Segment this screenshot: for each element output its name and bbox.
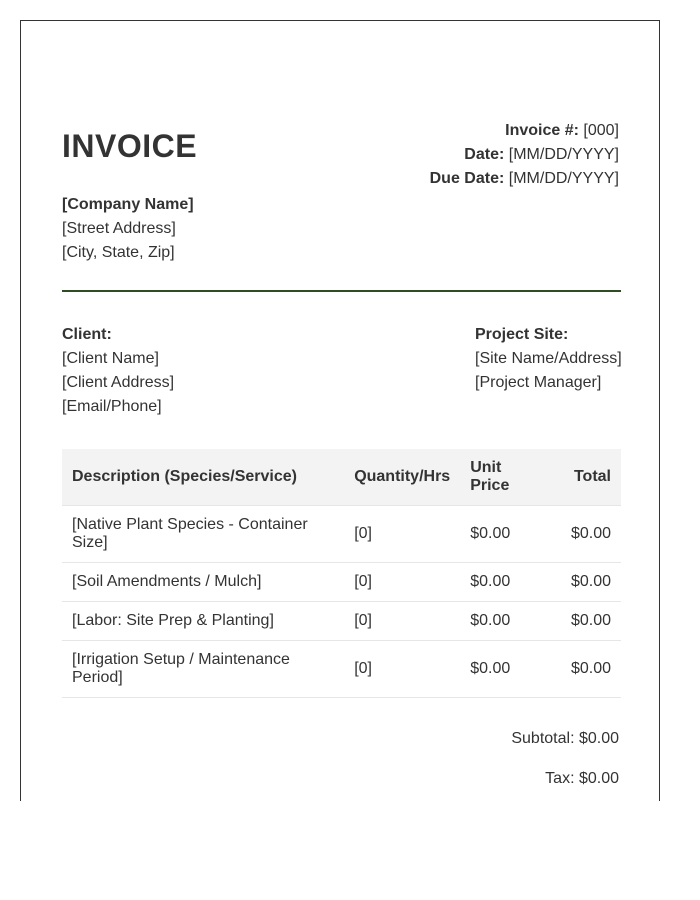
header-total: Total — [552, 449, 621, 506]
project-site-title: Project Site: — [475, 326, 569, 343]
table-row — [62, 563, 621, 602]
invoice-number-row — [430, 119, 619, 143]
row-unit-price: $0.00 — [460, 602, 551, 641]
row-unit-price: $0.00 — [460, 563, 551, 602]
invoice-date-row — [430, 143, 619, 167]
project-site-name: [Site Name/Address] — [475, 350, 622, 367]
company-street: [Street Address] — [62, 220, 176, 237]
company-city: [City, State, Zip] — [62, 244, 175, 261]
invoice-page — [20, 20, 660, 801]
section-divider — [62, 290, 621, 292]
invoice-date-label: Date: — [464, 146, 505, 163]
invoice-number-label: Invoice #: — [505, 122, 579, 139]
project-manager: [Project Manager] — [475, 374, 602, 391]
header-description: Description (Species/Service) — [62, 449, 344, 506]
header-unit-price — [460, 449, 551, 506]
row-description: [Irrigation Setup / Maintenance Period] — [62, 641, 344, 698]
invoice-title: INVOICE — [62, 128, 198, 164]
row-total: $0.00 — [552, 563, 621, 602]
table-header-row — [62, 449, 621, 506]
client-info — [62, 323, 174, 419]
client-contact: [Email/Phone] — [62, 398, 162, 415]
row-description: [Native Plant Species - Container Size] — [62, 506, 344, 563]
row-description: [Labor: Site Prep & Planting] — [62, 602, 344, 641]
row-unit-price: $0.00 — [460, 506, 551, 563]
table-row — [62, 602, 621, 641]
subtotal: Subtotal: $0.00 — [511, 730, 619, 747]
client-title: Client: — [62, 326, 112, 343]
client-address: [Client Address] — [62, 374, 175, 391]
company-name: [Company Name] — [62, 196, 194, 213]
table-row — [62, 506, 621, 563]
row-unit-price: $0.00 — [460, 641, 551, 698]
row-total: $0.00 — [552, 506, 621, 563]
header-quantity: Quantity/Hrs — [344, 449, 460, 506]
client-name: [Client Name] — [62, 350, 159, 367]
company-info — [62, 193, 194, 265]
row-total: $0.00 — [552, 602, 621, 641]
line-items-table — [62, 449, 621, 698]
row-quantity: [0] — [344, 641, 460, 698]
invoice-number-value: [000] — [583, 122, 619, 139]
project-site-info — [475, 323, 622, 395]
invoice-due-date-row — [430, 167, 619, 191]
table-row — [62, 641, 621, 698]
header-unit-price-text: Unit Price — [470, 459, 510, 494]
invoice-meta — [430, 119, 619, 191]
row-quantity: [0] — [344, 563, 460, 602]
row-quantity: [0] — [344, 506, 460, 563]
tax: Tax: $0.00 — [545, 770, 619, 787]
invoice-due-date-label: Due Date: — [429, 170, 505, 187]
row-total: $0.00 — [552, 641, 621, 698]
invoice-due-date-value: [MM/DD/YYYY] — [508, 170, 619, 187]
totals-section — [511, 728, 619, 801]
row-description: [Soil Amendments / Mulch] — [62, 563, 344, 602]
invoice-date-value: [MM/DD/YYYY] — [508, 146, 619, 163]
row-quantity: [0] — [344, 602, 460, 641]
